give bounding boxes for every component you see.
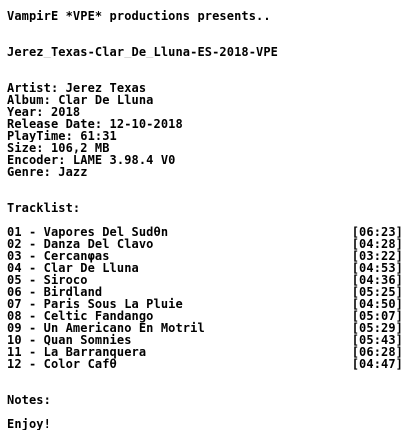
- notes-label: Notes:: [7, 394, 51, 406]
- info-block: [7, 82, 403, 178]
- release-name: Jerez_Texas-Clar_De_Lluna-ES-2018-VPE: [7, 46, 279, 58]
- track-title: 09 - Un Americano En Motril: [7, 321, 205, 335]
- track-duration: [05:25]: [351, 285, 403, 299]
- track-duration: [03:22]: [351, 249, 403, 263]
- track-title: 04 - Clar De Lluna: [7, 261, 139, 275]
- info-encoder: Encoder: LAME 3.98.4 V0: [7, 154, 176, 166]
- track-title: 02 - Danza Del Clavo: [7, 237, 154, 251]
- track-duration: [04:53]: [351, 261, 403, 275]
- track-duration: [04:47]: [351, 357, 403, 371]
- track-title: 11 - La Barranquera: [7, 345, 147, 359]
- info-playtime: PlayTime: 61:31: [7, 130, 117, 142]
- track-row: [7, 358, 403, 370]
- info-year: Year: 2018: [7, 106, 81, 118]
- track-duration: [05:29]: [351, 321, 403, 335]
- track-duration: [04:50]: [351, 297, 403, 311]
- info-size: Size: 106,2 MB: [7, 142, 110, 154]
- track-title: 10 - Quan Somnies: [7, 333, 132, 347]
- info-artist: Artist: Jerez Texas: [7, 82, 147, 94]
- header-line: VampirE *VPE* productions presents..: [7, 10, 271, 22]
- track-duration: [06:28]: [351, 345, 403, 359]
- notes-text: Enjoy!: [7, 418, 51, 430]
- track-title: 07 - Paris Sous La Pluie: [7, 297, 183, 311]
- tracklist-label: Tracklist:: [7, 202, 81, 214]
- tracklist: [7, 226, 403, 370]
- track-duration: [04:28]: [351, 237, 403, 251]
- info-release-date: Release Date: 12-10-2018: [7, 118, 183, 130]
- track-title: 08 - Celtic Fandango: [7, 309, 154, 323]
- track-title: 01 - Vapores Del Sudθn: [7, 225, 169, 239]
- track-title: 03 - Cercanφas: [7, 249, 110, 263]
- track-duration: [05:07]: [351, 309, 403, 323]
- track-duration: [05:43]: [351, 333, 403, 347]
- track-duration: [04:36]: [351, 273, 403, 287]
- nfo-document: [7, 10, 403, 430]
- track-title: 06 - Birdland: [7, 285, 103, 299]
- info-genre: Genre: Jazz: [7, 166, 88, 178]
- track-title: 12 - Color Cafθ: [7, 357, 117, 371]
- track-title: 05 - Siroco: [7, 273, 88, 287]
- info-album: Album: Clar De Lluna: [7, 94, 154, 106]
- track-duration: [06:23]: [351, 225, 403, 239]
